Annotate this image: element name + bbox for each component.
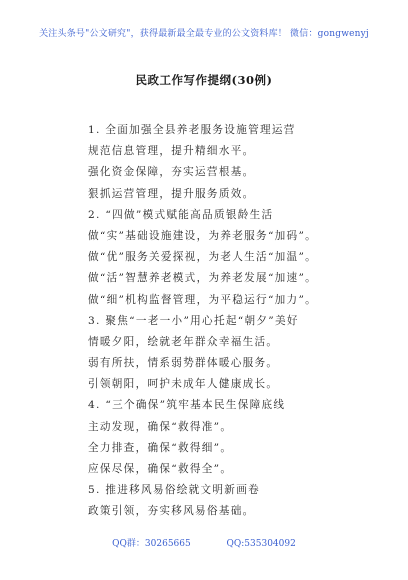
body-line: 政策引领，夯实移风易俗基础。: [88, 505, 255, 518]
section-heading: 5. 推进移风易俗绘就文明新画卷: [88, 484, 260, 497]
body-line: 做“活”智慧养老模式，为养老发展“加速”。: [88, 272, 318, 285]
body-line: 引领朝阳，呵护未成年人健康成长。: [88, 378, 279, 391]
body-line: 做“细”机构监督管理，为平稳运行“加力”。: [88, 293, 318, 306]
section-heading: 1. 全面加强全县养老服务设施管理运营: [88, 124, 296, 136]
body-line: 主动发现，确保“救得准”。: [88, 420, 233, 433]
body-line: 情暖夕阳，绘就老年群众幸福生活。: [88, 335, 279, 348]
footer-contact: [0, 536, 408, 549]
body-line: 强化资金保障，夯实运营根基。: [88, 166, 255, 179]
header-promo-note: 关注头条号"公文研究"，获得最新最全最专业的公文资料库！ 微信：gongwenyj: [39, 29, 369, 39]
body-line: 规范信息管理，提升精细水平。: [88, 145, 255, 158]
body-line: 全力排查，确保“救得细”。: [88, 441, 233, 454]
body-line: 狠抓运营管理，提升服务质效。: [88, 187, 255, 200]
section-heading: 4. “三个确保”筑牢基本民生保障底线: [88, 399, 286, 412]
section-heading: 2. “四做”模式赋能高品质银龄生活: [88, 208, 274, 221]
body-line: 做“实”基础设施建设，为养老服务“加码”。: [88, 229, 318, 242]
document-title: 民政工作写作提纲(30例): [135, 73, 273, 87]
body-line: 做“优”服务关爱探视，为老人生活“加温”。: [88, 251, 318, 264]
section-heading: 3. 聚焦“一老一小”用心托起“朝夕”美好: [88, 314, 299, 327]
document-body: [88, 120, 388, 523]
footer-qq: QQ:535304092: [226, 539, 296, 549]
body-line: 应保尽保，确保“救得全”。: [88, 463, 233, 475]
body-line: 弱有所扶，情系弱势群体暖心服务。: [88, 357, 279, 370]
footer-qq-group: QQ群：30265665: [112, 539, 191, 549]
